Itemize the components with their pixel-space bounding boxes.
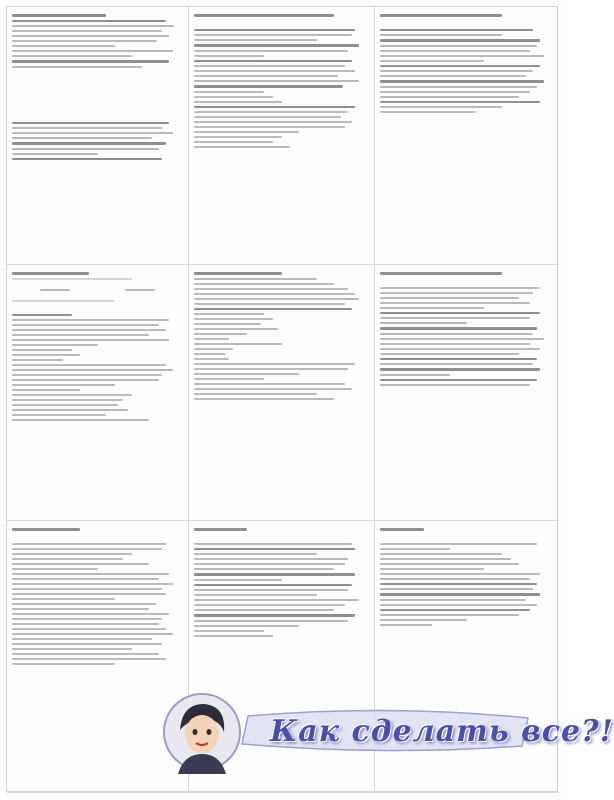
cheat-sheet-grid — [6, 6, 558, 792]
watermark — [160, 690, 614, 770]
cell-6 — [375, 265, 559, 521]
cell-2 — [189, 7, 375, 265]
cell-3 — [375, 7, 559, 265]
watermark-text: Как сделать все?! — [270, 714, 614, 749]
cell-1 — [7, 7, 189, 265]
cell-4 — [7, 265, 189, 521]
cell-5 — [189, 265, 375, 521]
mini-columns — [12, 286, 183, 294]
cartoon-girl-icon — [160, 690, 244, 774]
